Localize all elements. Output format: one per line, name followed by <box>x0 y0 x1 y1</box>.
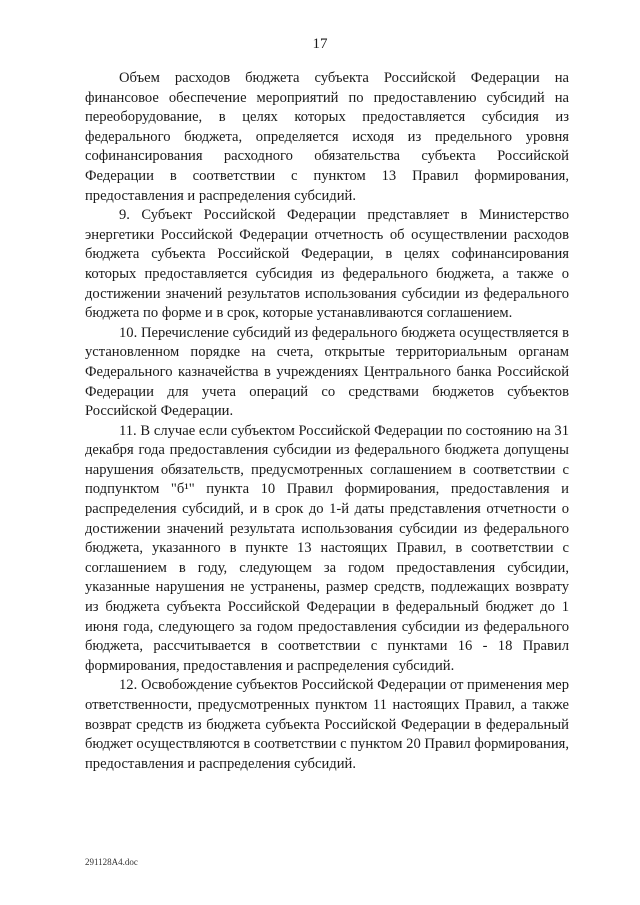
paragraph-11-violations: 11. В случае если субъектом Российской Федерации по состоянию на 31 декабря года предоставления субсидии из федерального бюджета допущены нарушения обязательств, предусмотренных соглашением в соответствии с подпунктом "б¹" пункта 10 Правил формирования, предоставления и распределения субсидий, и в срок до 1-й даты представления отчетности о достижении значений результата использования субсидии из федерального бюджета, указанного в пункте 13 настоящих Правил, в соответствии с соглашением в году, следующем за годом предоставления субсидии, указанные нарушения не устранены, размер средств, подлежащих возврату из бюджета субъекта Российской Федерации в федеральный бюджет до 1 июня года, следующего за годом предоставления субсидии из федерального бюджета, рассчитывается в соответствии с пунктами 16 - 18 Правил формирования, предоставления и распределения субсидий. <box>85 422 569 674</box>
paragraph-10-transfer: 10. Перечисление субсидий из федерального бюджета осуществляется в установленном порядке на счета, открытые территориальным органам Федерального казначейства в учреждениях Центрального банка Российской Федерации для учета операций со средствами бюджетов субъектов Российской Федерации. <box>85 324 569 420</box>
page-number: 17 <box>312 36 328 52</box>
paragraph-9-reporting: 9. Субъект Российской Федерации представляет в Министерство энергетики Российской Федерации отчетность об осуществлении расходов бюджета субъекта Российской Федерации, в целях софинансирования которых предоставляется субсидия из федерального бюджета, а также о достижении значений результатов использования субсидии из федерального бюджета по форме и в срок, которые устанавливаются соглашением. <box>85 207 569 322</box>
document-file-code: 291128A4.doc <box>85 857 138 867</box>
paragraph-12-exemption: 12. Освобождение субъектов Российской Федерации от применения мер ответственности, предусмотренных пунктом 11 настоящих Правил, а также возврат средств из бюджета субъекта Российской Федерации в федеральный бюджет осуществляются в соответствии с пунктом 20 Правил формирования, предоставления и распределения субсидий. <box>85 677 569 772</box>
paragraph-budget-volume: Объем расходов бюджета субъекта Российской Федерации на финансовое обеспечение мероприятий по предоставлению субсидий на переоборудование, в целях которых предоставляется субсидия из федерального бюджета, определяется исходя из предельного уровня софинансирования расходного обязательства субъекта Российской Федерации в соответствии с пунктом 13 Правил формирования, предоставления и распределения субсидий. <box>85 70 569 204</box>
document-body <box>85 69 569 774</box>
